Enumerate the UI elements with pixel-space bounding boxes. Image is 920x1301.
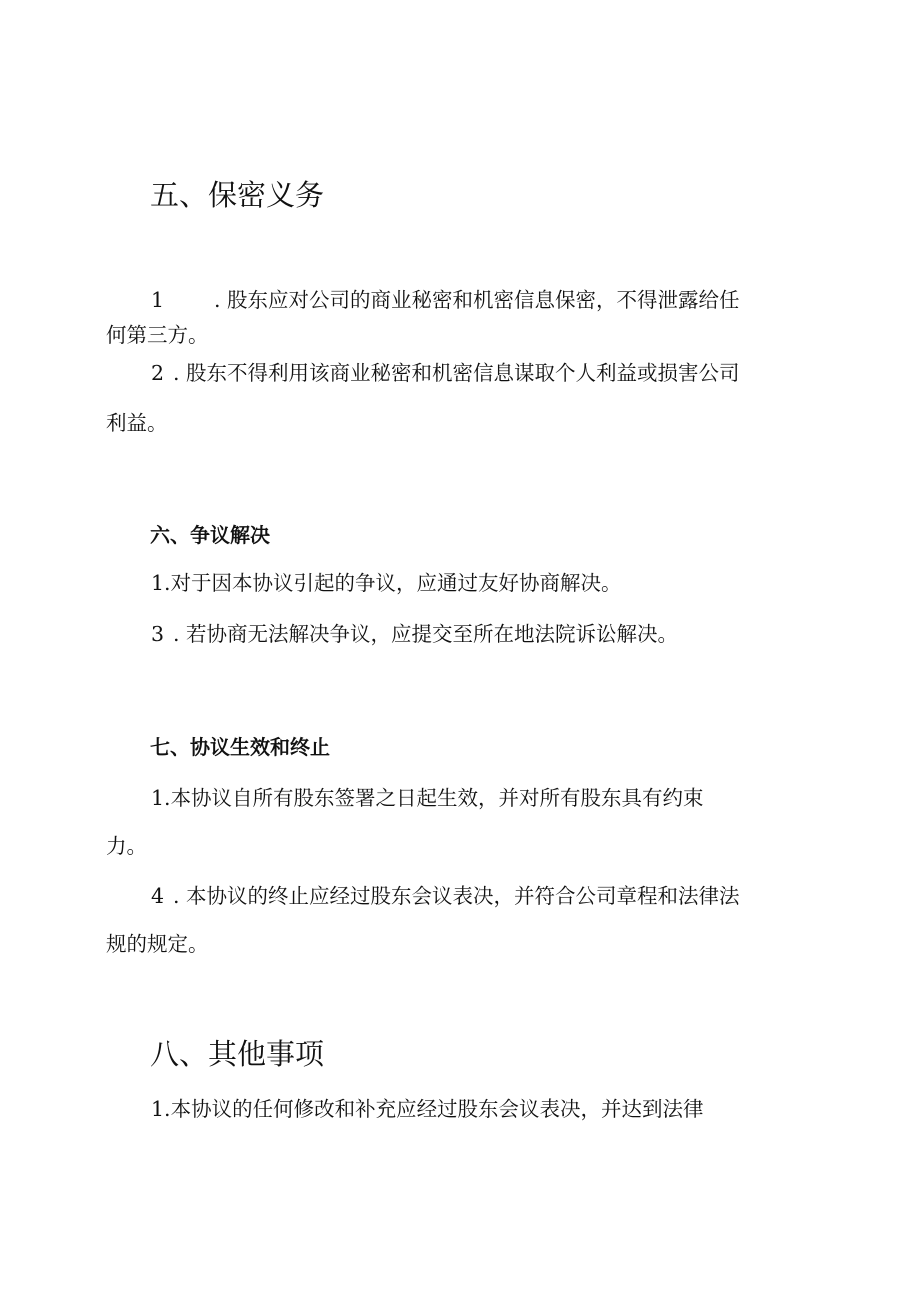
item-text-line-1: 本协议自所有股东签署之日起生效，并对所有股东具有约束 xyxy=(170,786,704,810)
item-text-line-2: 规的规定。 xyxy=(106,932,209,956)
item-number: 3 xyxy=(151,622,165,646)
item-number: 1. xyxy=(151,571,171,595)
section-7-item-1 xyxy=(106,781,818,864)
section-6-item-2 xyxy=(106,617,818,652)
item-text-line-2: 何第三方。 xyxy=(106,323,209,347)
section-5-title: 五、保密义务 xyxy=(150,178,325,212)
item-text-line-2: 力。 xyxy=(106,834,147,858)
item-text-line-1: .本协议的任何修改和补充应经过股东会议表决，并达到法律 xyxy=(164,1097,704,1121)
item-number: 1 xyxy=(151,1097,165,1121)
item-text-line-1: 对于因本协议引起的争议，应通过友好协商解决。 xyxy=(170,571,622,595)
item-text-line-1: . 若协商无法解决争议，应提交至所在地法院诉讼解决。 xyxy=(173,622,679,646)
section-7-title: 七、协议生效和终止 xyxy=(150,735,330,759)
item-number: 1 xyxy=(151,288,165,312)
item-text-line-1: . 股东应对公司的商业秘密和机密信息保密，不得泄露给任 xyxy=(214,288,740,312)
section-7-item-2 xyxy=(106,879,818,962)
item-text-line-1: . 本协议的终止应经过股东会议表决，并符合公司章程和法律法 xyxy=(173,884,740,908)
section-5-item-2 xyxy=(106,356,818,441)
item-text-line-1: . 股东不得利用该商业秘密和机密信息谋取个人利益或损害公司 xyxy=(173,361,740,385)
section-6-title: 六、争议解决 xyxy=(150,523,270,547)
item-number: 4 xyxy=(151,884,165,908)
section-6-item-1 xyxy=(106,566,818,601)
section-5-item-1 xyxy=(106,283,818,353)
section-8-item-1 xyxy=(106,1092,818,1127)
item-text-line-2: 利益。 xyxy=(106,411,168,435)
section-8-title: 八、其他事项 xyxy=(150,1037,325,1071)
item-number: 1. xyxy=(151,786,171,810)
item-number: 2 xyxy=(151,361,165,385)
